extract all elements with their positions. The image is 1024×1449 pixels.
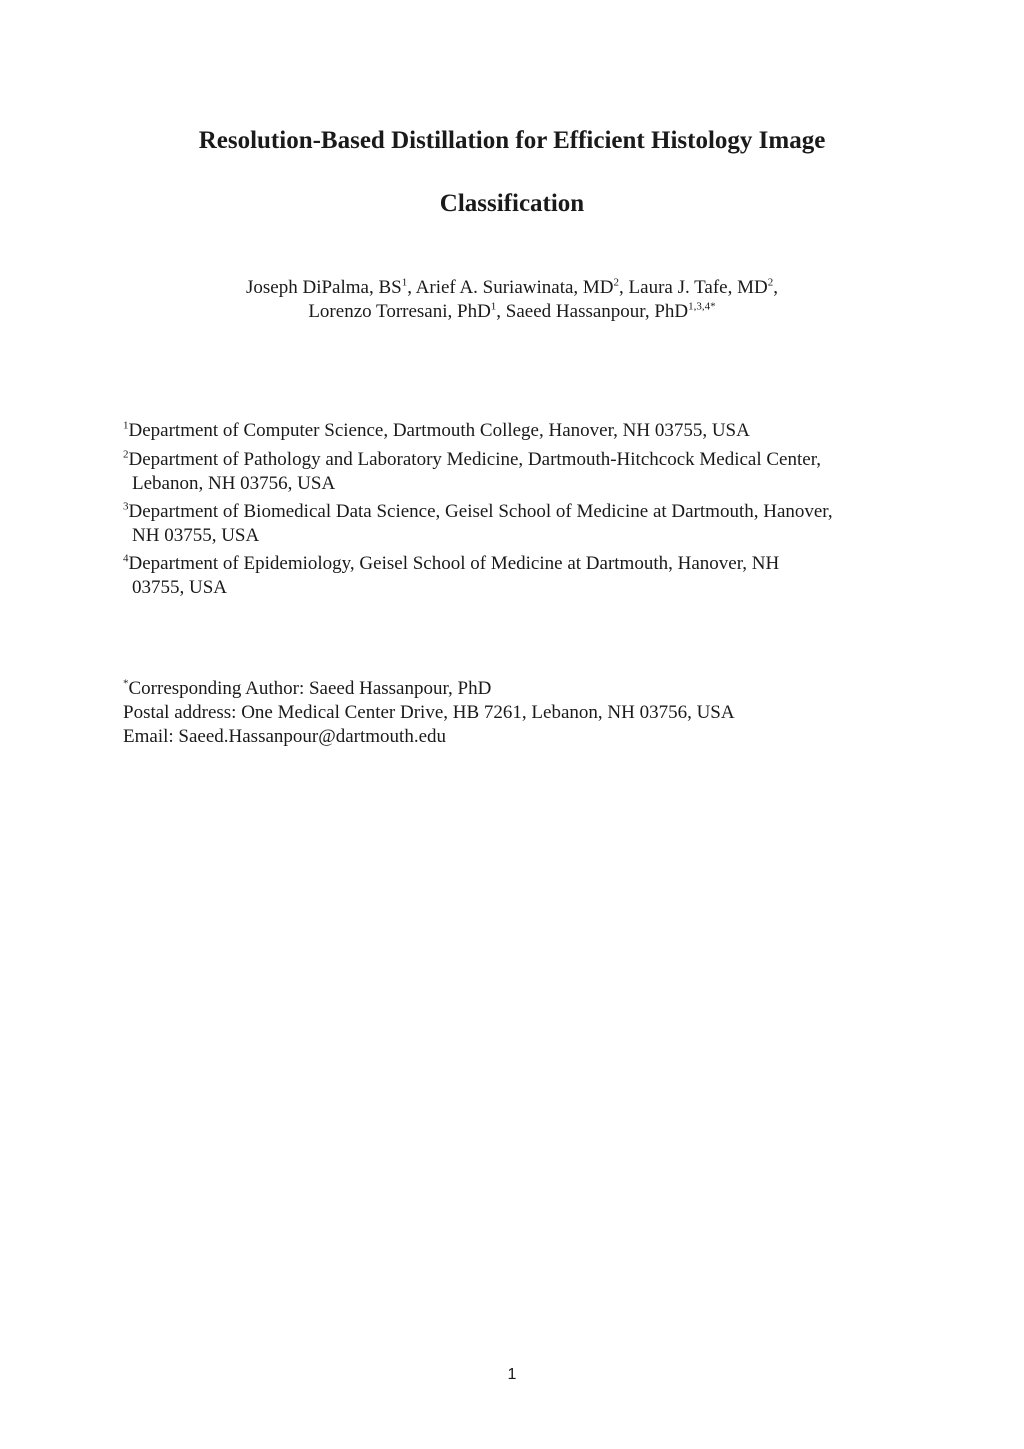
corresponding-author xyxy=(123,677,923,701)
affiliation-text-continued: Lebanon, NH 03756, USA xyxy=(132,473,336,494)
corresponding-author-text: Corresponding Author: Saeed Hassanpour, PhD xyxy=(128,678,492,699)
affiliation-text: Department of Pathology and Laboratory Medicine, Dartmouth-Hitchcock Medical Center, xyxy=(128,449,822,470)
author-name: Saeed Hassanpour, PhD xyxy=(505,301,689,322)
author-affiliation-marker: 1 xyxy=(401,276,408,289)
affiliation-number: 2 xyxy=(123,448,129,461)
paper-title-line-2: Classification xyxy=(439,190,585,217)
affiliation-number: 4 xyxy=(123,552,129,565)
author-list-line-2: Lorenzo Torresani, PhD$^1$, Saeed Hassanpour, PhD$^{1,3,4*}$ xyxy=(308,300,716,322)
affiliation-text-continued: 03755, USA xyxy=(132,577,228,598)
affiliation-item xyxy=(123,448,913,496)
affiliation-item xyxy=(123,419,913,443)
author-name: Laura J. Tafe, MD xyxy=(628,277,768,298)
affiliation-number: 3 xyxy=(123,500,129,513)
author-name: Lorenzo Torresani, PhD xyxy=(308,301,491,322)
author-name: Arief A. Suriawinata, MD xyxy=(415,277,614,298)
author-list-line-1: Joseph DiPalma, $BS^1$, Arief A. Suriawinata, $MD^2$, Laura J. Tafe, $MD^2$, xyxy=(246,276,778,298)
author-affiliation-marker: 2 xyxy=(613,276,620,289)
author-affiliation-marker: 1,3,4* xyxy=(688,300,716,313)
author-affiliation-marker: 2 xyxy=(767,276,774,289)
postal-address: Postal address: One Medical Center Drive, HB 7261, Lebanon, NH 03756, USA xyxy=(123,702,735,723)
affiliation-text: Department of Computer Science, Dartmouth College, Hanover, NH 03755, USA xyxy=(128,420,750,441)
author-name: Joseph DiPalma, BS xyxy=(246,277,402,298)
author-affiliation-marker: 1 xyxy=(490,300,497,313)
affiliation-item xyxy=(123,552,913,600)
affiliation-text: Department of Epidemiology, Geisel School of Medicine at Dartmouth, Hanover, NH xyxy=(128,553,780,574)
paper-title-line-1: Resolution-Based Distillation for Efficient Histology Image xyxy=(198,127,826,154)
page-number: 1 xyxy=(507,1366,517,1383)
email-address: Email: Saeed.Hassanpour@dartmouth.edu xyxy=(123,726,446,747)
corresponding-marker: * xyxy=(123,677,129,690)
affiliation-text: Department of Biomedical Data Science, Geisel School of Medicine at Dartmouth, Hanover, xyxy=(128,501,833,522)
affiliation-number: 1 xyxy=(123,419,129,432)
affiliation-item xyxy=(123,500,913,548)
affiliation-text-continued: NH 03755, USA xyxy=(132,525,260,546)
